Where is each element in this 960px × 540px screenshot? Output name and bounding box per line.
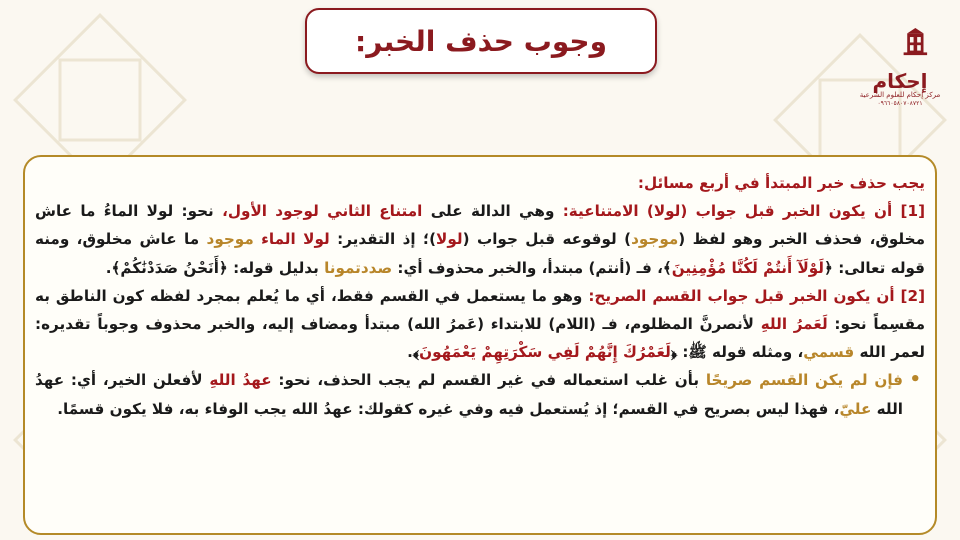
bullet-text: لأفعلن الخير، أي: عهدُ الله [35, 371, 903, 418]
p2-text: ، ومثله قوله ﷺ: ﴿ [670, 343, 804, 362]
logo [860, 28, 940, 108]
p2-text: لأنصرنَّ المظلوم، فـ (اللام) للابتداء (عَمرُ الله) مبتدأ ومضاف إليه، والخبر محذوف وجوباً تقديره: لعمر الله [35, 315, 925, 362]
content-box [23, 155, 937, 535]
p1-highlight: امتناع الثاني لوجود الأول، [222, 202, 423, 221]
p1-highlight: موجود [206, 230, 254, 249]
page-title: وجوب حذف الخبر: [355, 24, 607, 58]
p1-text: ما عاش مخلوق، ومنه قوله تعالى: ﴿ [35, 230, 925, 277]
content-text [35, 169, 925, 423]
p2-highlight: لَعَمرُ اللهِ [760, 315, 828, 334]
paragraph-1 [35, 197, 925, 282]
bullet-highlight: فإن لم يكن القسم صريحًا [705, 371, 903, 390]
p1-text: ﴾. [105, 258, 121, 277]
intro-line [35, 169, 925, 197]
bullet-paragraph [35, 366, 925, 422]
p2-highlight: قسمي [803, 343, 855, 362]
p1-text: )؛ إذ التقدير: [329, 230, 437, 249]
bullet-highlight: عهدُ اللهِ [209, 371, 272, 390]
p1-highlight: صددتمونا [324, 258, 393, 277]
p1-heading: [1] أن يكون الخبر قبل جواب (لولا) الامتناعية: [562, 202, 926, 221]
logo-phone: ٠٩٦٦٠٥٨٠٧٠٨٧٢١ [877, 100, 923, 107]
p1-text: وهي الدالة على [422, 202, 563, 221]
bullet-highlight: عليّ [839, 399, 872, 418]
p1-text: ) لوقوعه قبل جواب ( [462, 230, 632, 249]
p2-text: وهو ما يستعمل في القسم فقط، أي ما يُعلم بمجرد لفظه كون الناطق به مقسِماً نحو: [35, 286, 926, 334]
p1-text: بدليل قوله: ﴿ [218, 258, 325, 277]
bullet-dot-icon: • [909, 369, 921, 391]
bullet-text: ، فهذا ليس بصريح في القسم؛ إذ يُستعمل فيه وفي غيره كقولك: عهدُ الله يجب الوفاء به، فلا يكون قسمًا. [57, 399, 840, 418]
p2-heading: [2] أن يكون الخبر قبل جواب القسم الصريح: [588, 286, 926, 305]
p1-highlight: موجود [631, 230, 679, 249]
p1-quran-verse: لَوْلَآ أَنتُمْ لَكُنَّا مُؤْمِنِينَ [671, 258, 825, 277]
p1-highlight: لولا الماء [261, 230, 330, 249]
p1-quran-verse: أَنَحْنُ صَدَدْنَٰكُمْ [120, 258, 219, 277]
bullet-text: بأن غلب استعماله في غير القسم لم يجب الحذف، نحو: [271, 371, 706, 390]
p1-text: ﴾، فـ (أنتم) مبتدأ، والخبر محذوف أي: [392, 258, 672, 277]
logo-name: إحكام [872, 69, 928, 93]
paragraph-2 [35, 282, 925, 367]
intro-heading: يجب حذف خبر المبتدأ في أربع مسائل: [637, 174, 925, 192]
logo-subtitle: مركز إحكام للعلوم الشرعية [859, 91, 941, 99]
mosque-logo-icon [860, 28, 940, 75]
p2-quran-verse: لَعَمْرُكَ إِنَّهُمْ لَفِي سَكْرَتِهِمْ يَعْمَهُونَ [419, 343, 671, 362]
title-box [305, 8, 657, 74]
p1-highlight: لولا [436, 230, 463, 249]
p2-text: ﴾. [407, 343, 420, 362]
p1-text: نحو: لولا الماءُ ما عاش مخلوق، فحذف الخبر وهو لفظ ( [35, 202, 925, 249]
